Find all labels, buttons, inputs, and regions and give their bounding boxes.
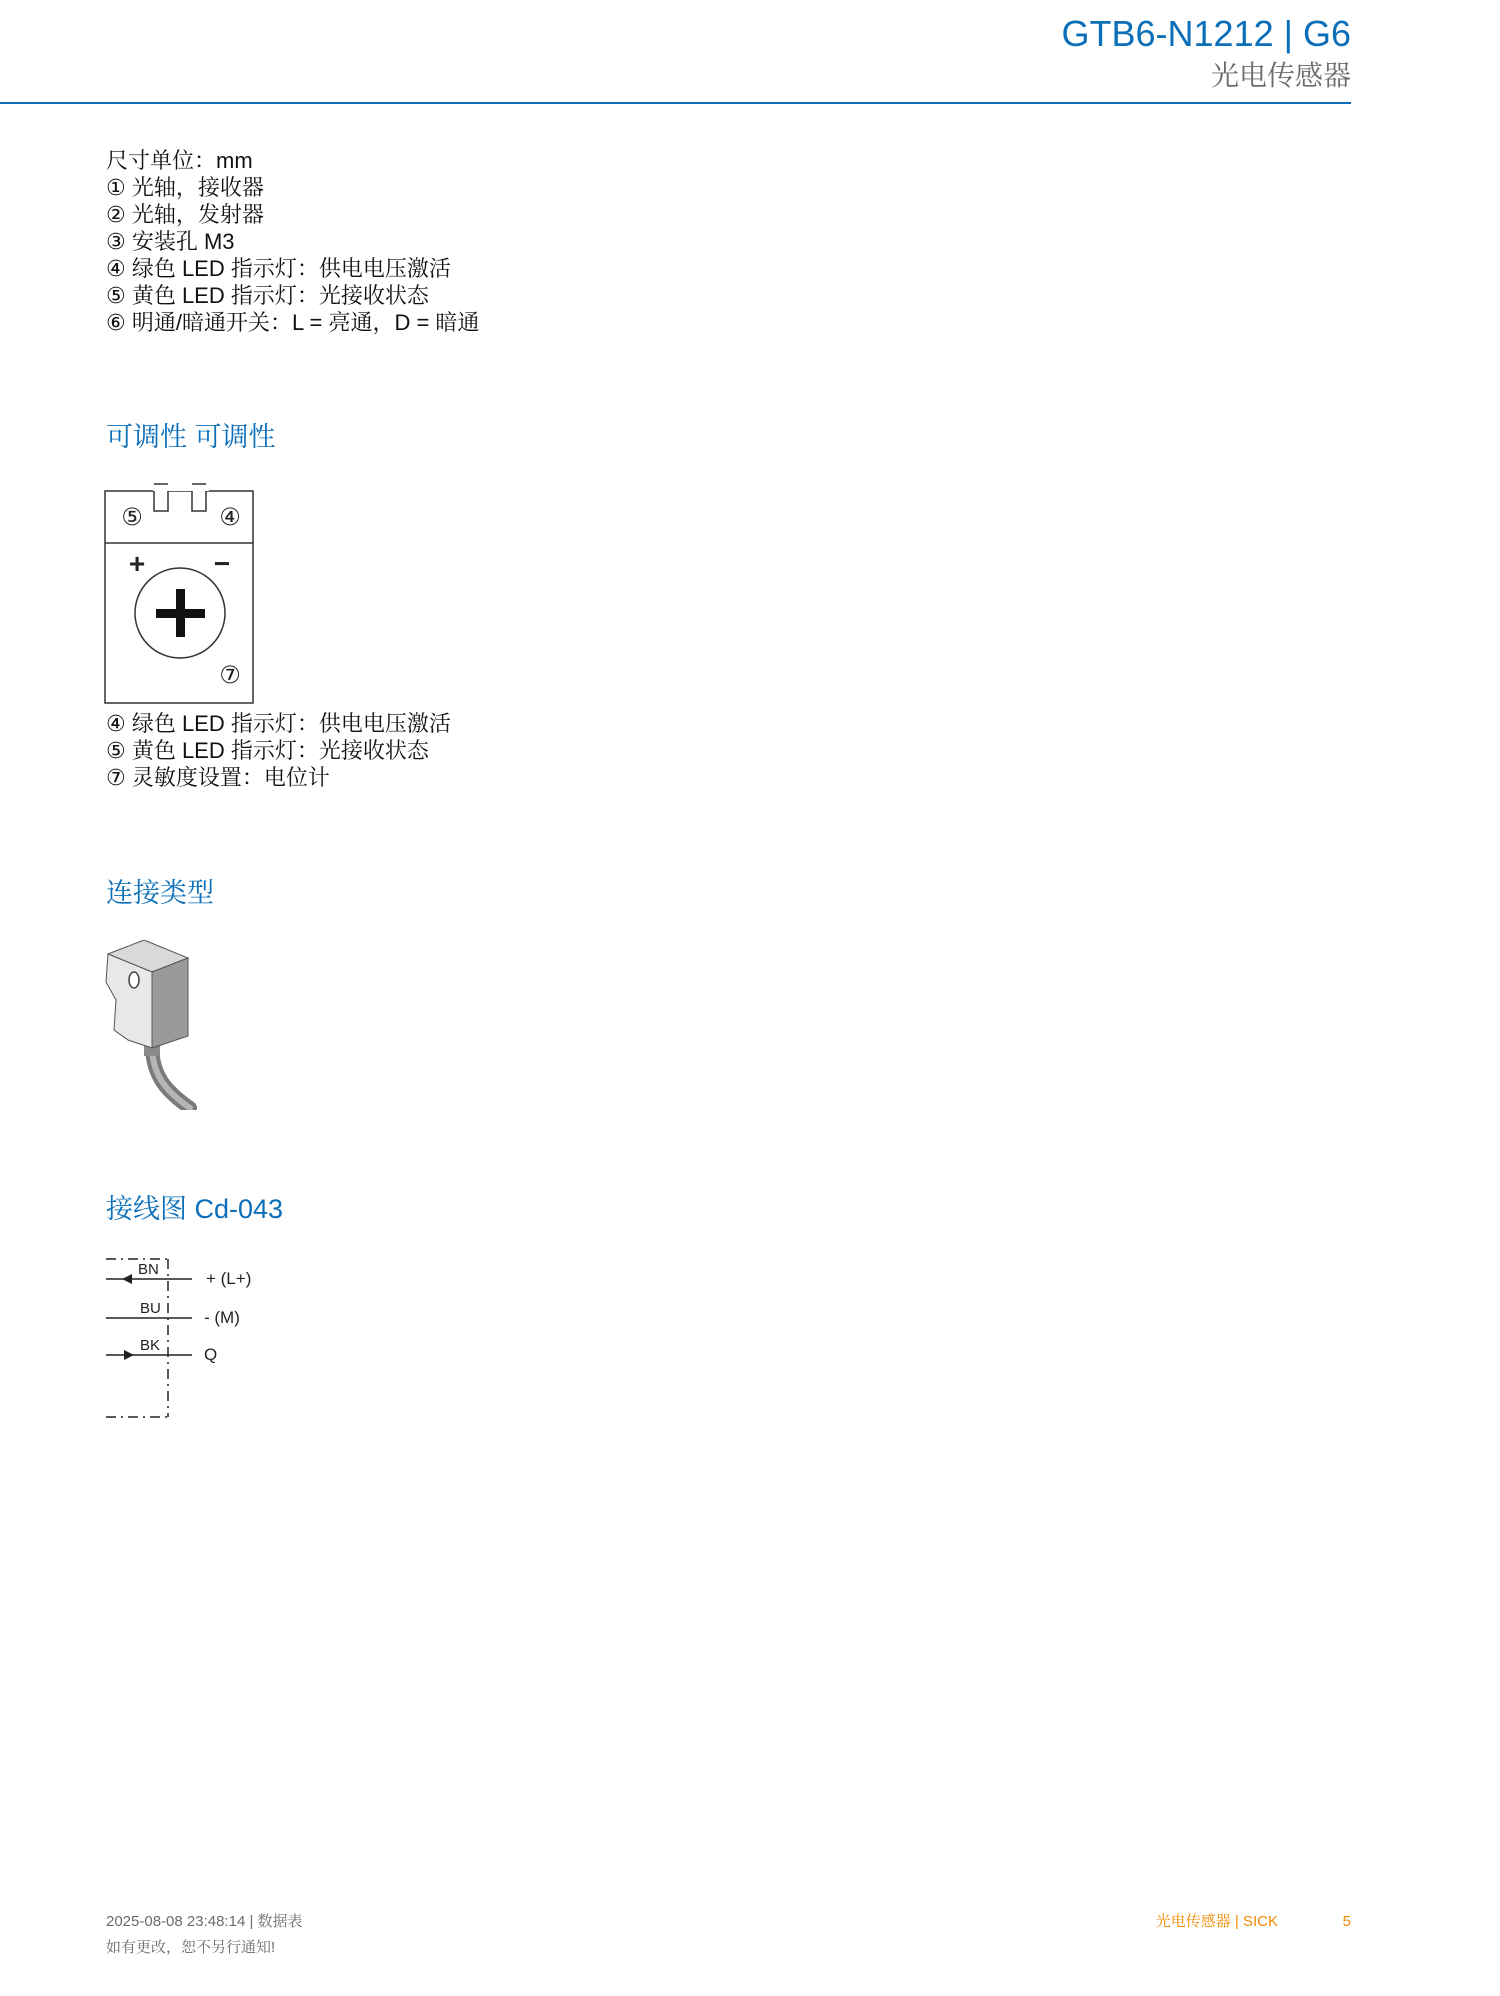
callout-4: ④ bbox=[219, 504, 241, 531]
callout-7: ⑦ bbox=[219, 662, 241, 689]
wiring-diagram bbox=[104, 1255, 284, 1425]
minus-sign: − bbox=[213, 548, 231, 579]
wire-bk-code: BK bbox=[140, 1337, 161, 1354]
potentiometer-cross-horizontal bbox=[156, 609, 205, 618]
wire-bu-label: - (M) bbox=[204, 1308, 240, 1327]
legend-item-1: ① 光轴，接收器 bbox=[106, 175, 264, 200]
adjust-legend-item-5: ⑤ 黄色 LED 指示灯：光接收状态 bbox=[106, 738, 429, 763]
wire-bn-arrow bbox=[122, 1274, 132, 1284]
wire-bn-label: + (L+) bbox=[206, 1269, 252, 1288]
legend-item-2: ② 光轴，发射器 bbox=[106, 202, 264, 227]
callout-5: ⑤ bbox=[121, 504, 143, 531]
adjustability-heading: 可调性 可调性 bbox=[106, 422, 276, 452]
sensor-illustration bbox=[104, 940, 200, 1110]
wiring-heading: 接线图 Cd-043 bbox=[106, 1194, 284, 1224]
document-subtitle: 光电传感器 bbox=[1210, 60, 1351, 91]
footer-brand: 光电传感器 | SICK bbox=[1155, 1913, 1278, 1930]
mounting-hole bbox=[129, 972, 139, 988]
legend-item-4: ④ 绿色 LED 指示灯：供电电压激活 bbox=[106, 256, 451, 281]
header-divider bbox=[0, 102, 1351, 104]
adjustability-figure bbox=[104, 483, 256, 705]
footer-timestamp: 2025-08-08 23:48:14 | 数据表 bbox=[106, 1913, 303, 1930]
wire-bu-code: BU bbox=[140, 1300, 161, 1317]
footer-notice: 如有更改，恕不另行通知! bbox=[106, 1939, 276, 1956]
adjustability-legend bbox=[106, 710, 451, 791]
wire-bk-label: Q bbox=[204, 1345, 218, 1364]
legend-item-6: ⑥ 明通/暗通开关：L = 亮通，D = 暗通 bbox=[106, 310, 480, 335]
page-number: 5 bbox=[1342, 1913, 1351, 1930]
legend-unit: 尺寸单位：mm bbox=[106, 148, 253, 173]
document-title: GTB6-N1212 | G6 bbox=[1061, 13, 1351, 54]
legend-item-3: ③ 安装孔 M3 bbox=[106, 229, 235, 254]
adjust-legend-item-7: ⑦ 灵敏度设置：电位计 bbox=[106, 765, 330, 790]
legend-item-5: ⑤ 黄色 LED 指示灯：光接收状态 bbox=[106, 283, 429, 308]
connection-type-heading: 连接类型 bbox=[106, 878, 214, 908]
sensor-right-face bbox=[152, 958, 188, 1048]
dimension-legend bbox=[106, 147, 479, 336]
wire-bn-code: BN bbox=[138, 1261, 159, 1278]
adjust-legend-item-4: ④ 绿色 LED 指示灯：供电电压激活 bbox=[106, 711, 451, 736]
plus-sign: + bbox=[128, 548, 146, 579]
wire-bk-arrow bbox=[124, 1350, 134, 1360]
